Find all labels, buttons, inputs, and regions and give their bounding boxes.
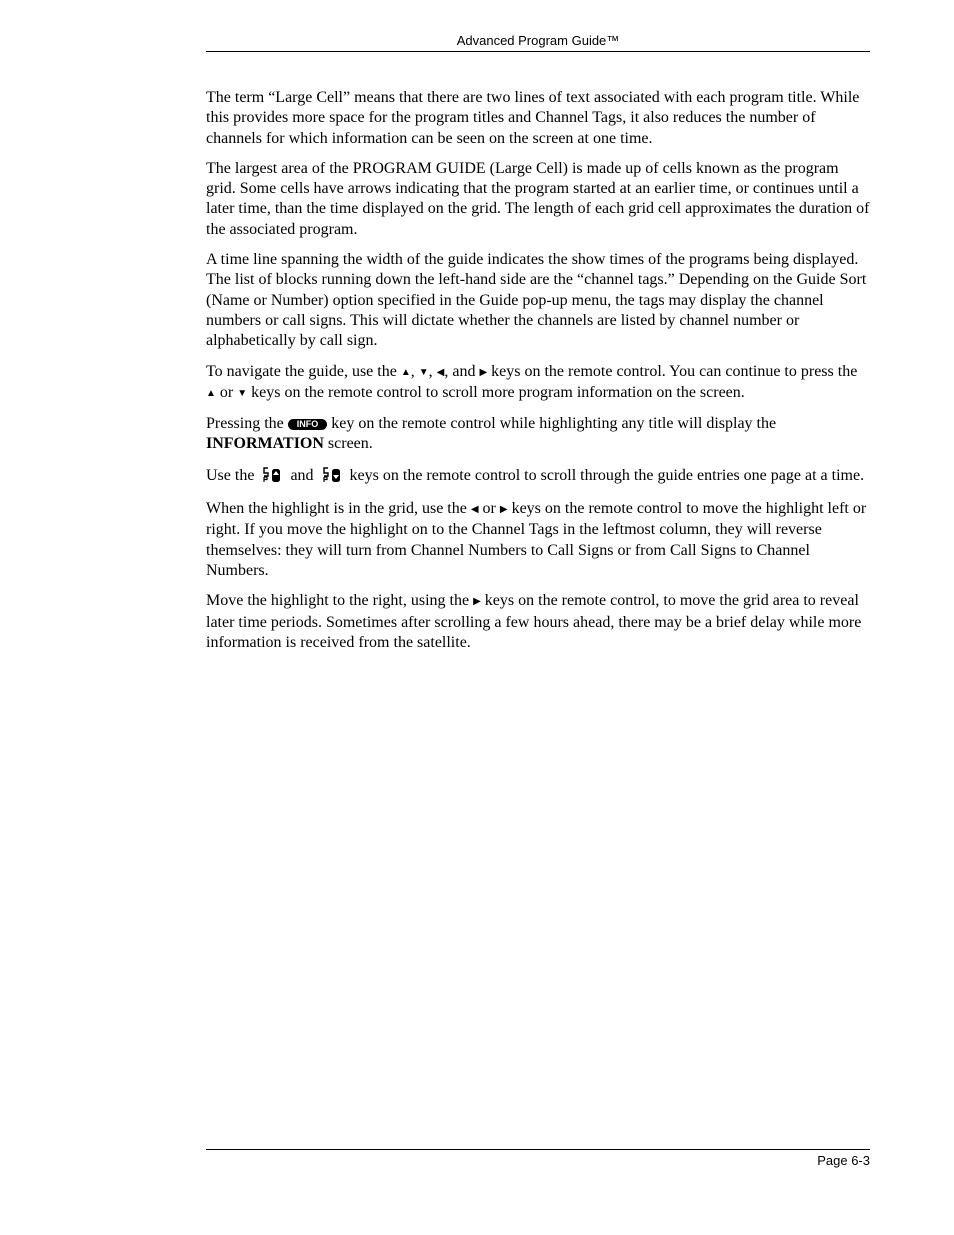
text-run: keys on the remote control. You can continue to press the <box>487 362 858 380</box>
bold-term: INFORMATION <box>206 435 324 453</box>
text-run: Pressing the <box>206 415 288 433</box>
down-arrow-icon: ▼ <box>237 387 248 399</box>
text-run: and <box>286 466 318 484</box>
text-run: screen. <box>323 435 373 453</box>
text-run: When the highlight is in the grid, use the <box>206 500 471 518</box>
paragraph <box>206 465 870 489</box>
left-arrow-icon: ◀ <box>436 366 445 378</box>
running-header: Advanced Program Guide™ <box>456 33 620 48</box>
text-run: keys on the remote control to scroll through the guide entries one page at a time. <box>345 466 865 484</box>
paragraph <box>206 499 870 581</box>
text-run: or <box>215 383 238 401</box>
paragraph: The term “Large Cell” means that there are two lines of text associated with each program title. While this provides more space for the program titles and Channel Tags, it also reduces the number of channels for which information can be seen on the screen at one time. <box>206 89 860 147</box>
right-arrow-icon: ▶ <box>473 596 481 608</box>
header-rule <box>206 51 870 52</box>
body-text <box>206 88 870 663</box>
text-run: To navigate the guide, use the <box>206 362 401 380</box>
right-arrow-icon: ▶ <box>479 366 488 378</box>
up-arrow-icon: ▲ <box>400 366 411 378</box>
paragraph <box>206 414 870 455</box>
paragraph <box>206 362 870 405</box>
text-run: , and <box>444 362 480 380</box>
down-arrow-icon: ▼ <box>418 366 429 378</box>
info-key-icon: INFO <box>288 419 328 430</box>
page-down-icon <box>322 465 342 489</box>
paragraph <box>206 591 870 653</box>
page-up-icon <box>262 465 282 489</box>
text-run: or <box>478 500 500 518</box>
up-arrow-icon: ▲ <box>206 387 216 399</box>
paragraph: A time line spanning the width of the guide indicates the show times of the programs being displayed. The list of blocks running down the left-hand side are the “channel tags.” Depending on the Guide Sort (Name or Number) option specified in the Guide pop-up menu, the tags may display the channel numbers or call signs. This will dictate whether the channels are listed by channel number or alphabetically by call sign. <box>206 251 867 350</box>
text-run: , <box>410 362 419 380</box>
left-arrow-icon: ◀ <box>470 504 479 516</box>
paragraph: The largest area of the PROGRAM GUIDE (Large Cell) is made up of cells known as the program grid. Some cells have arrows indicating that the program started at an earlier time, or continues until a later time, than the time displayed on the grid. The length of each grid cell approximates the duration of the associated program. <box>206 159 870 238</box>
text-run: keys on the remote control to move the highlight left or right. If you move the highlight on to the Channel Tags in the leftmost column, they will reverse themselves: they will turn from Channel Numbers to Call Signs or from Call Signs to Channel Numbers. <box>206 500 867 579</box>
text-run: keys on the remote control to scroll more program information on the screen. <box>247 383 745 401</box>
page-number: Page 6-3 <box>817 1153 870 1168</box>
text-run: Move the highlight to the right, using the <box>206 592 474 610</box>
text-run: Use the <box>206 466 259 484</box>
footer-rule <box>206 1149 870 1150</box>
text-run: key on the remote control while highlighting any title will display the <box>327 415 777 433</box>
text-run: keys on the remote control, to move the grid area to reveal later time periods. Sometimes after scrolling a few hours ahead, there may be a brief delay while more information is received from the satellite. <box>206 592 862 651</box>
right-arrow-icon: ▶ <box>499 504 508 516</box>
text-run: , <box>428 362 437 380</box>
